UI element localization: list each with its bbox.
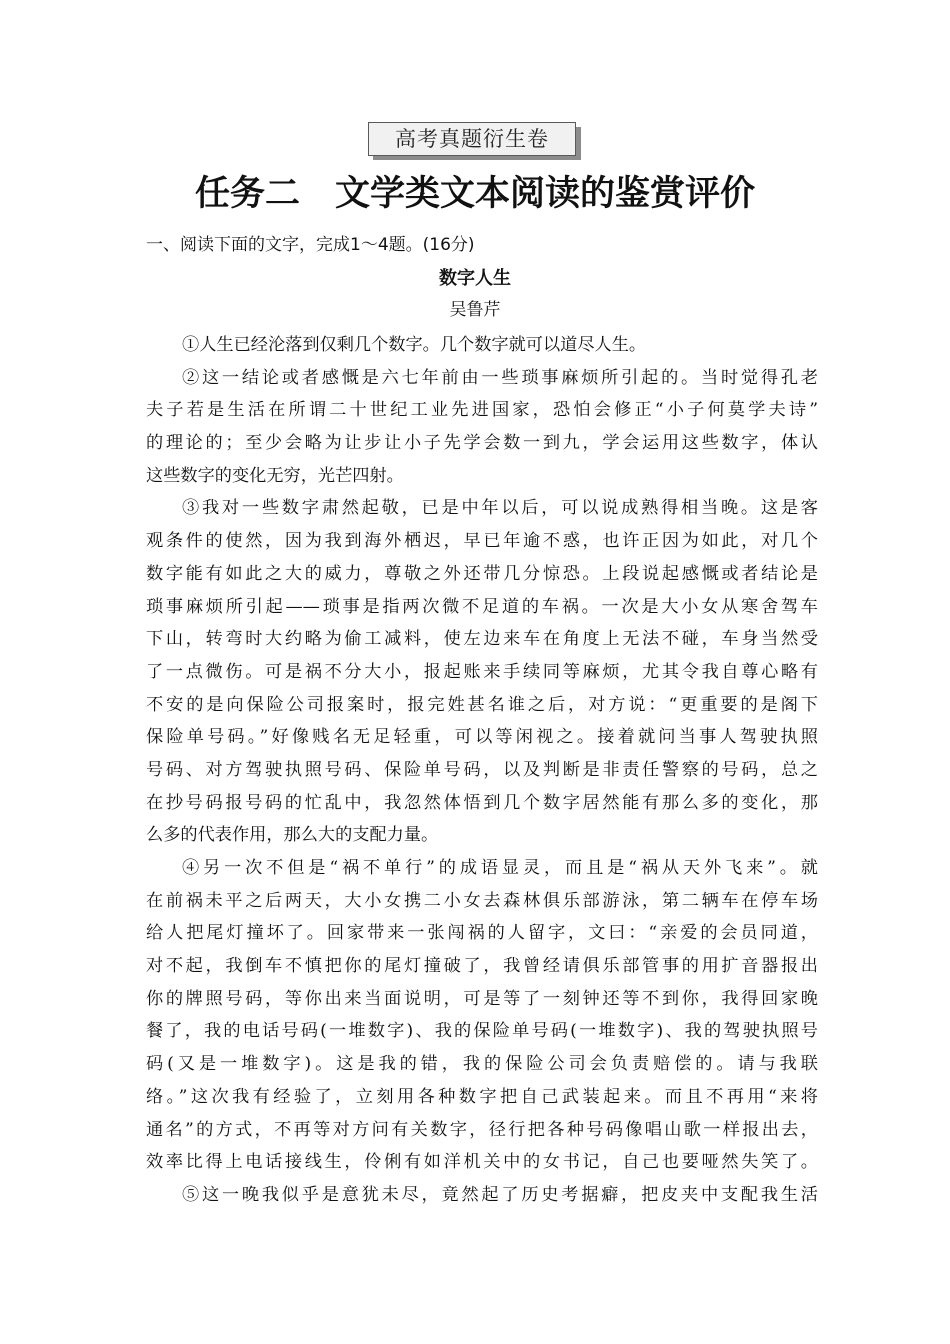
text-line: 了一点微伤。可是祸不分大小，报起账来手续同等麻烦，尤其令我自尊心略有 [146,661,818,682]
text-line: 通名”的方式，不再等对方问有关数字，径行把各种号码像唱山歌一样报出去， [146,1119,818,1140]
text-line: 效率比得上电话接线生，伶俐有如洋机关中的女书记，自己也要哑然失笑了。 [146,1152,818,1173]
text-line: 不安的是向保险公司报案时，报完姓甚名谁之后，对方说：“更重要的是阁下 [146,694,818,715]
text-line: 餐了，我的电话号码(一堆数字)、我的保险单号码(一堆数字)、我的驾驶执照号 [146,1021,818,1042]
text-line: 号码、对方驾驶执照号码、保险单号码，以及判断是非责任警察的号码，总之 [146,759,818,780]
text-line: 对不起，我倒车不慎把你的尾灯撞破了，我曾经请俱乐部管事的用扩音器报出 [146,956,818,977]
text-line: 么多的代表作用，那么大的支配力量。 [146,825,439,846]
text-line: ②这一结论或者感慨是六七年前由一些琐事麻烦所引起的。当时觉得孔老 [182,367,818,388]
text-line: 观条件的使然，因为我到海外栖迟，早已年逾不惑，也许正因为如此，对几个 [146,531,818,552]
text-line: 数字能有如此之大的威力，尊敬之外还带几分惊恐。上段说起感慨或者结论是 [146,563,818,584]
text-line: ④另一次不但是“祸不单行”的成语显灵，而且是“祸从天外飞来”。就 [182,858,818,878]
text-line: 络。”这次我有经验了，立刻用各种数字把自己武装起来。而且不再用“来将 [146,1086,818,1107]
text-line: ③我对一些数字肃然起敬，已是中年以后，可以说成熟得相当晚。这是客 [182,498,818,519]
text-line: 琐事麻烦所引起——琐事是指两次微不足道的车祸。一次是大小女从寒舍驾车 [146,596,818,617]
article-title: 数字人生 [439,268,511,289]
text-line: 的理论的；至少会略为让步让小子先学会数一到九，学会运用这些数字，体认 [146,433,818,454]
exam-banner [368,122,584,162]
article-body [146,329,818,1212]
text-line: 下山，转弯时大约略为偷工减料，使左边来车在角度上无法不碰，车身当然受 [146,629,818,650]
text-line: 在抄号码报号码的忙乱中，我忽然体悟到几个数字居然能有那么多的变化，那 [146,792,818,813]
page-title: 任务二 文学类文本阅读的鉴赏评价 [194,174,755,214]
text-line: 保险单号码。”好像贱名无足轻重，可以等闲视之。接着就问当事人驾驶执照 [146,727,818,748]
text-line: 你的牌照号码，等你出来当面说明，可是等了一刻钟还等不到你，我得回家晚 [146,988,818,1009]
text-line: ①人生已经沦落到仅剩几个数字。几个数字就可以道尽人生。 [182,335,647,355]
article-author: 吴鲁芹 [449,300,501,320]
text-line: 在前祸未平之后两天，大小女携二小女去森林俱乐部游泳，第二辆车在停车场 [146,890,818,911]
text-line: 这些数字的变化无穷，光芒四射。 [146,465,404,486]
text-line: ⑤这一晚我似乎是意犹未尽，竟然起了历史考据癖，把皮夹中支配我生活 [182,1184,818,1205]
text-line: 给人把尾灯撞坏了。回家带来一张闯祸的人留字，文曰：“亲爱的会员同道， [146,923,818,944]
banner-label: 高考真题衍生卷 [368,122,576,156]
text-line: 码(又是一堆数字)。这是我的错，我的保险公司会负责赔偿的。请与我联 [146,1054,818,1075]
text-line: 夫子若是生活在所谓二十世纪工业先进国家，恐怕会修正“小子何莫学夫诗” [146,400,818,421]
question-instruction: 一、阅读下面的文字，完成1～4题。(16分) [146,235,475,255]
